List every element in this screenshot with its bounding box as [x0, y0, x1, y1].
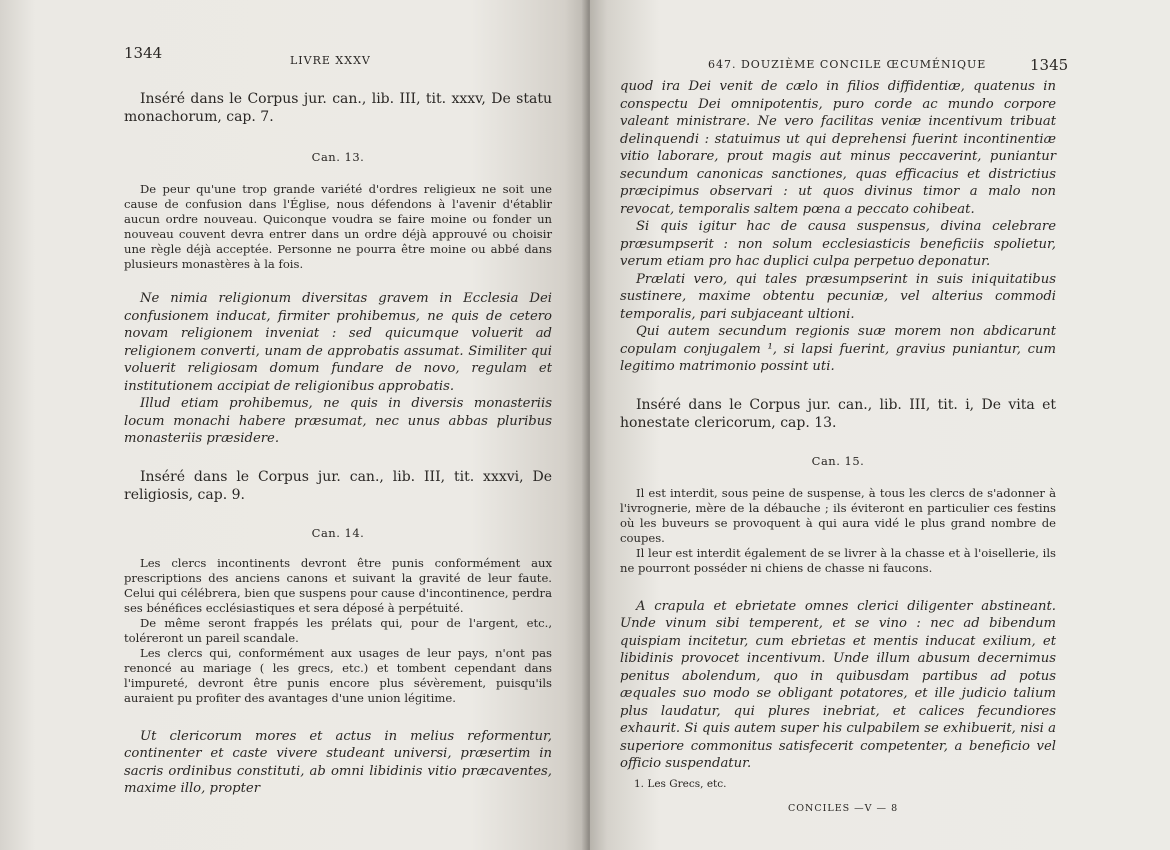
canon-14-french-1: Les clercs incontinents devront être punis conformément aux prescriptions des anciens canons et suivant la gravité de leur faute. Celui qui célébrera, bien que suspens pour cause d'incontinence, perdra ses bénéfices ecclésiastiques et sera déposé à perpétuité.	[124, 555, 552, 615]
insere-note-13: Inséré dans le Corpus jur. can., lib. III, tit. xxxv, De statu monachorum, cap. 7.	[124, 91, 552, 125]
right-text-column	[620, 78, 1056, 773]
canon-14-french-2: De même seront frappés les prélats qui, pour de l'argent, etc., toléreront un pareil scandale.	[124, 615, 552, 645]
canon-13-latin-1: Ne nimia religionum diversitas gravem in Ecclesia Dei confusionem inducat, firmiter prohibemus, ne quis de cetero novam religionem inveniat : sed quicumque voluerit ad religionem converti, unam de approbatis assumat. Similiter qui voluerit religiosam domum fundare de novo, regulam et institutionem accipiat de religionibus approbatis.	[124, 291, 552, 394]
signature-mark: CONCILES —V — 8	[788, 803, 899, 814]
page-number-right: 1345	[1030, 56, 1069, 74]
running-head-left: LIVRE XXXV	[290, 54, 371, 67]
latin-continuation-3: Prælati vero, qui tales præsumpserint in suis iniquitatibus sustinere, maxime obtentu pecuniæ, vel alterius commodi temporalis, pari subjaceant ultioni.	[620, 271, 1056, 322]
left-text-column	[124, 90, 552, 798]
canon-15-latin: A crapula et ebrietate omnes clerici diligenter abstineant. Unde vinum sibi temperent, et se vino : nec ad bibendum quispiam incitetur, cum ebrietas et mentis inducat exilium, et libidinis provocet incentivum. Unde illum abusum decernimus penitus abolendum, quo in quibusdam partibus ad potus æquales suo modo se obligant potatores, et ille judicio talium plus laudatur, qui plures inebriat, et calices fecundiores exhaurit. Si quis autem super his culpabilem se exhibuerit, nisi a superiore commonitus satisfecerit competenter, a beneficio vel officio suspendatur.	[620, 598, 1056, 771]
right-page	[590, 0, 1170, 850]
canon-15-heading: Can. 15.	[811, 453, 865, 468]
insere-note-14: Inséré dans le Corpus jur. can., lib. III, tit. i, De vita et honestate clericorum, cap. 13.	[620, 396, 1056, 431]
canon-14-french-3: Les clercs qui, conformément aux usages de leur pays, n'ont pas renoncé au mariage ( les grecs, etc.) et tombent cependant dans l'impureté, devront être punis encore plus sévèrement, puisqu'ils auraient pu profiter des avantages d'une union légitime.	[124, 645, 552, 705]
latin-continuation-2: Si quis igitur hac de causa suspensus, divina celebrare præsumpserit : non solum ecclesiasticis beneficiis spolietur, verum etiam pro hac duplici culpa perpetuo deponatur.	[620, 219, 1056, 269]
canon-13-french: De peur qu'une trop grande variété d'ordres religieux ne soit une cause de confusion dans l'Église, nous défendons à l'avenir d'établir aucun ordre nouveau. Quiconque voudra se faire moine ou fonder un nouveau couvent devra entrer dans un ordre déjà approuvé ou choisir une règle déjà acceptée. Personne ne pourra être moine ou abbé dans plusieurs monastères à la fois.	[124, 182, 552, 271]
canon-15-french-1: Il est interdit, sous peine de suspense, à tous les clercs de s'adonner à l'ivrognerie, mère de la débauche ; ils éviteront en particulier ces festins où les buveurs se provoquent à qui aura vidé le plus grand nombre de coupes.	[620, 485, 1056, 545]
canon-15-french-2: Il leur est interdit également de se livrer à la chasse et à l'oisellerie, ils ne pourront posséder ni chiens de chasse ni faucons.	[620, 545, 1056, 575]
latin-continuation-1: quod ira Dei venit de cælo in filios diffidentiæ, quatenus in conspectu Dei omnipotentis, puro corde ac mundo corpore valeant ministrare. Ne vero facilitas veniæ incentivum tribuat delinquendi : statuimus ut qui deprehensi fuerint incontinentiæ vitio laborare, prout magis aut minus peccaverint, puniantur secundum canonicas sanctiones, quas efficacius et districtius præcipimus observari : ut quos divinus timor a malo non revocat, temporalis saltem pœna a peccato cohibeat.	[620, 79, 1056, 217]
insere-note-13b: Inséré dans le Corpus jur. can., lib. III, tit. xxxvi, De religiosis, cap. 9.	[124, 468, 552, 503]
canon-13-heading: Can. 13.	[311, 150, 365, 164]
footnote: 1. Les Grecs, etc.	[634, 778, 727, 790]
latin-continuation-4: Qui autem secundum regionis suæ morem non abdicarunt copulam conjugalem ¹, si lapsi fuerint, gravius puniantur, cum legitimo matrimonio possint uti.	[620, 324, 1056, 374]
page-number-left: 1344	[124, 44, 163, 62]
canon-14-latin-start: Ut clericorum mores et actus in melius reformentur, continenter et caste vivere studeant universi, præsertim in sacris ordinibus constituti, ab omni libidinis vitio præcaventes, maxime illo, propter	[124, 728, 552, 796]
running-head-right: 647. DOUZIÈME CONCILE ŒCUMÉNIQUE	[708, 58, 987, 71]
canon-14-heading: Can. 14.	[311, 525, 365, 540]
canon-13-latin-2: Illud etiam prohibemus, ne quis in diversis monasteriis locum monachi habere præsumat, nec unus abbas pluribus monasteriis præsidere.	[124, 396, 552, 446]
